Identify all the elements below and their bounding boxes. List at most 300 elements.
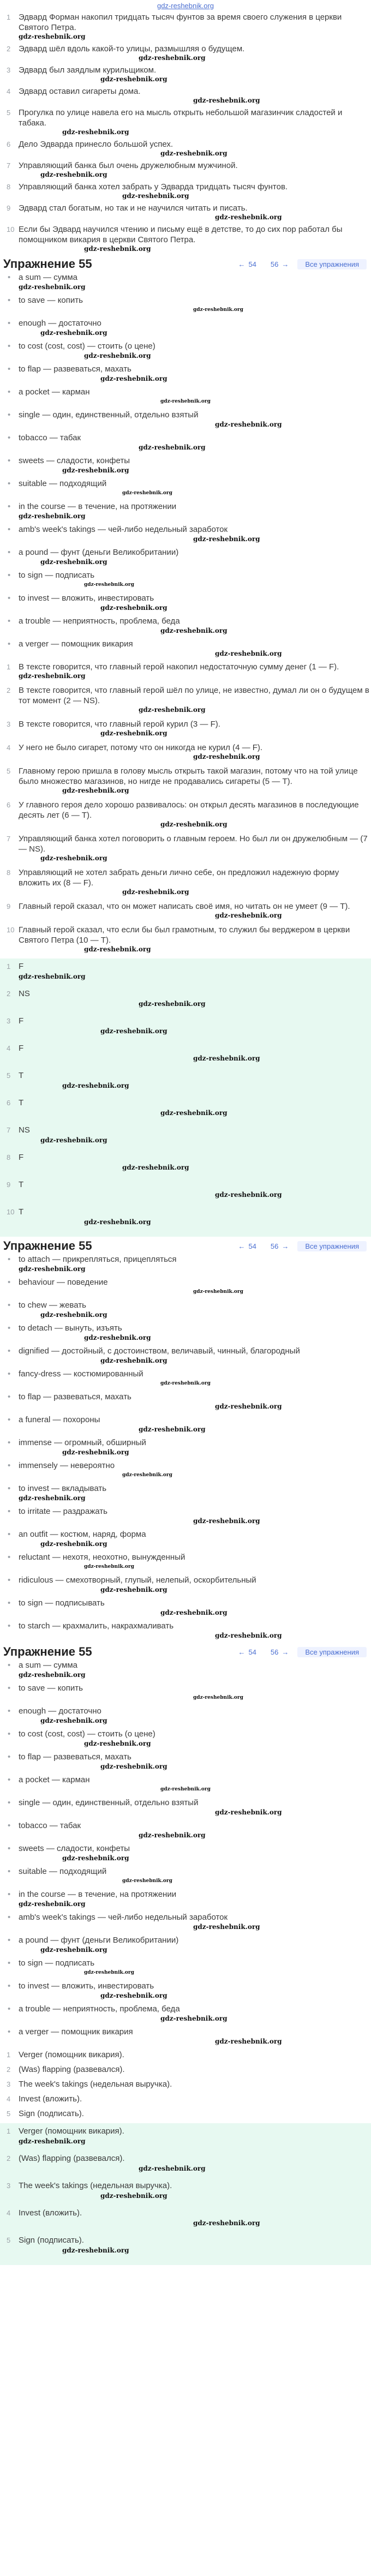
analysis-item — [7, 925, 371, 953]
item-text: Главный герой сказал, что он может написать своё имя, но читать он не умеет (9 — T). — [19, 902, 350, 911]
vocab-item — [19, 1460, 371, 1479]
watermark: gdz-reshebnik.org — [62, 1854, 129, 1862]
watermark: gdz-reshebnik.org — [19, 2137, 86, 2145]
pager — [232, 259, 367, 269]
vocab-text: to starch — крахмалить, накрахмаливать — [19, 1621, 174, 1631]
next-button[interactable]: 56 → — [270, 260, 289, 268]
item-text: F — [19, 1153, 24, 1162]
item-number: 9 — [7, 1181, 11, 1189]
vocab-item — [19, 1254, 371, 1273]
item-text: T — [19, 1180, 24, 1189]
item-number: 7 — [7, 835, 11, 843]
watermark: gdz-reshebnik.org — [215, 213, 282, 221]
watermark: gdz-reshebnik.org — [19, 1671, 86, 1679]
watermark: gdz-reshebnik.org — [215, 912, 282, 919]
vocab-text: a pocket — карман — [19, 387, 90, 397]
item-number: 10 — [7, 225, 15, 233]
vocab-item — [19, 1506, 371, 1525]
watermark: gdz-reshebnik.org — [40, 1540, 107, 1548]
item-text: Invest (вложить). — [19, 2208, 82, 2218]
watermark: gdz-reshebnik.org — [160, 820, 228, 828]
story-item — [7, 224, 371, 253]
vocab-item — [19, 1323, 371, 1341]
item-text: T — [19, 1207, 24, 1217]
fill-answer-item — [7, 2125, 371, 2145]
all-exercises-button[interactable]: Все упражнения — [297, 1241, 367, 1251]
watermark: gdz-reshebnik.org — [139, 706, 206, 714]
watermark: gdz-reshebnik.org — [100, 1992, 167, 1999]
vocab-text: to chew — жевать — [19, 1301, 86, 1310]
exercise-title: Упражнение 55 — [3, 1239, 92, 1253]
watermark: gdz-reshebnik.org — [215, 1403, 282, 1410]
item-number: 3 — [7, 2080, 11, 2088]
next-button[interactable]: 56 → — [270, 1242, 289, 1250]
item-text: Эдвард стал богатым, но так и не научился читать и писать. — [19, 203, 248, 213]
vocab-item — [19, 1369, 371, 1387]
item-number: 4 — [7, 2095, 11, 2103]
watermark: gdz-reshebnik.org — [40, 1717, 107, 1724]
prev-button[interactable]: ← 54 — [238, 1242, 256, 1250]
vocab-text: dignified — достойный, с достоинством, величавый, чинный, благородный — [19, 1346, 300, 1356]
vocab-item — [19, 616, 371, 634]
watermark: gdz-reshebnik.org — [84, 1564, 134, 1569]
item-number: 10 — [7, 926, 15, 934]
watermark: gdz-reshebnik.org — [100, 75, 167, 83]
analysis-item — [7, 742, 371, 760]
watermark: gdz-reshebnik.org — [122, 490, 172, 496]
fill-answer-item — [7, 2234, 371, 2254]
vocab-item — [19, 1729, 371, 1747]
vocab-text: a verger — помощник викария — [19, 639, 133, 649]
pager — [232, 1647, 367, 1657]
vocab-text: enough — достаточно — [19, 319, 101, 328]
answer-item — [7, 1043, 371, 1062]
watermark: gdz-reshebnik.org — [40, 558, 107, 566]
item-text: Управляющий банка хотел забрать у Эдварда тридцать тысяч фунтов. — [19, 182, 288, 191]
watermark: gdz-reshebnik.org — [193, 2219, 260, 2227]
watermark: gdz-reshebnik.org — [139, 444, 206, 451]
watermark: gdz-reshebnik.org — [139, 1425, 206, 1433]
item-number: 5 — [7, 1071, 11, 1080]
analysis-item — [7, 685, 371, 714]
watermark: gdz-reshebnik.org — [193, 1289, 243, 1295]
watermark: gdz-reshebnik.org — [40, 329, 107, 337]
all-exercises-button[interactable]: Все упражнения — [297, 1647, 367, 1657]
vocab-text: single — один, единственный, отдельно взятый — [19, 410, 199, 420]
watermark: gdz-reshebnik.org — [160, 149, 228, 157]
site-link[interactable]: gdz-reshebnik.org — [157, 2, 214, 10]
watermark: gdz-reshebnik.org — [160, 1109, 228, 1117]
item-text: Прогулка по улице навела его на мысль открыть небольшой магазинчик сладостей и табака. — [19, 108, 343, 128]
item-number: 1 — [7, 2127, 11, 2135]
watermark: gdz-reshebnik.org — [215, 1808, 282, 1816]
vocab-list-3 — [0, 1660, 371, 2045]
vocab-item — [19, 364, 371, 382]
vocab-list-1 — [0, 272, 371, 657]
watermark: gdz-reshebnik.org — [215, 2038, 282, 2045]
vocab-item — [19, 639, 371, 657]
vocab-text: to cost (cost, cost) — стоить (о цене) — [19, 1729, 155, 1739]
watermark: gdz-reshebnik.org — [160, 2015, 228, 2022]
watermark: gdz-reshebnik.org — [160, 1381, 211, 1386]
item-number: 2 — [7, 686, 11, 694]
analysis-item — [7, 834, 371, 862]
vocab-item — [19, 1706, 371, 1724]
watermark: gdz-reshebnik.org — [19, 1494, 86, 1502]
item-text: Эдвард был заядлым курильщиком. — [19, 65, 157, 75]
analysis-item — [7, 867, 371, 896]
vocab-text: a verger — помощник викария — [19, 2027, 133, 2036]
vocab-text: to sign — подписать — [19, 1958, 95, 1968]
watermark: gdz-reshebnik.org — [100, 1763, 167, 1770]
watermark: gdz-reshebnik.org — [84, 245, 151, 253]
item-text: NS — [19, 989, 30, 998]
watermark: gdz-reshebnik.org — [215, 421, 282, 428]
watermark: gdz-reshebnik.org — [62, 1082, 129, 1089]
watermark: gdz-reshebnik.org — [160, 1609, 228, 1616]
vocab-text: tobacco — табак — [19, 1821, 81, 1830]
analysis-item — [7, 901, 371, 919]
vocab-text: to detach — вынуть, изъять — [19, 1323, 122, 1333]
vocab-text: to invest — вложить, инвестировать — [19, 1981, 154, 1991]
item-text: T — [19, 1071, 24, 1080]
item-text: Если бы Эдвард научился чтению и письму ещё в детстве, то до сих пор работал бы помощником викария в церкви Святого Петра. — [19, 225, 343, 244]
item-number: 7 — [7, 1126, 11, 1134]
vocab-item — [19, 1598, 371, 1616]
watermark: gdz-reshebnik.org — [160, 399, 211, 404]
vocab-item — [19, 1775, 371, 1793]
watermark: gdz-reshebnik.org — [122, 192, 189, 200]
vocab-text: to flap — развеваться, махать — [19, 1392, 131, 1401]
vocab-item — [19, 387, 371, 405]
vocab-text: a sum — сумма — [19, 273, 77, 282]
vocab-item — [19, 1798, 371, 1816]
vocab-item — [19, 1866, 371, 1885]
vocab-text: immensely — невероятно — [19, 1461, 115, 1470]
story-list — [0, 12, 371, 253]
item-number: 1 — [7, 13, 11, 21]
item-text: Эдвард Форман накопил тридцать тысяч фунтов за время своего служения в церкви Святого Петра. — [19, 13, 342, 32]
all-exercises-button[interactable]: Все упражнения — [297, 259, 367, 269]
watermark: gdz-reshebnik.org — [84, 1970, 134, 1975]
answers-block — [0, 958, 371, 1237]
watermark: gdz-reshebnik.org — [19, 1265, 86, 1273]
item-number: 6 — [7, 801, 11, 809]
watermark: gdz-reshebnik.org — [122, 1164, 189, 1171]
vocab-text: to save — копить — [19, 296, 83, 305]
answer-item — [7, 1070, 371, 1089]
item-text: Invest (вложить). — [19, 2094, 82, 2104]
item-number: 2 — [7, 2065, 11, 2074]
story-item — [7, 44, 371, 62]
story-item — [7, 86, 371, 104]
item-number: 8 — [7, 183, 11, 191]
vocab-item — [19, 1552, 371, 1571]
watermark: gdz-reshebnik.org — [40, 1136, 107, 1144]
analysis-list — [0, 662, 371, 953]
vocab-text: fancy-dress — костюмированный — [19, 1369, 143, 1379]
vocab-text: to invest — вкладывать — [19, 1484, 107, 1493]
watermark: gdz-reshebnik.org — [122, 888, 189, 896]
watermark: gdz-reshebnik.org — [160, 627, 228, 634]
watermark: gdz-reshebnik.org — [62, 128, 129, 136]
fill-item — [7, 2094, 371, 2104]
item-number: 6 — [7, 1099, 11, 1107]
story-item — [7, 203, 371, 221]
story-item — [7, 182, 371, 200]
item-text: Дело Эдварда принесло большой успех. — [19, 140, 173, 149]
analysis-item — [7, 719, 371, 737]
analysis-item — [7, 766, 371, 794]
watermark: gdz-reshebnik.org — [62, 2246, 129, 2254]
vocab-text: amb's week's takings — чей-либо недельный заработок — [19, 1913, 228, 1922]
watermark: gdz-reshebnik.org — [62, 466, 129, 474]
item-text: T — [19, 1098, 24, 1107]
vocab-text: amb's week's takings — чей-либо недельный заработок — [19, 525, 228, 534]
item-number: 9 — [7, 204, 11, 212]
item-number: 5 — [7, 2110, 11, 2118]
item-text: The week's takings (недельная выручка). — [19, 2080, 172, 2089]
item-text: Sign (подписать). — [19, 2236, 84, 2245]
item-text: Главный герой сказал, что если бы был грамотным, то служил бы верджером в церкви Святого Петра (10 — T). — [19, 925, 350, 945]
item-number: 2 — [7, 990, 11, 998]
watermark: gdz-reshebnik.org — [19, 33, 86, 40]
fill-item — [7, 2108, 371, 2119]
watermark: gdz-reshebnik.org — [100, 1357, 167, 1364]
watermark: gdz-reshebnik.org — [84, 582, 134, 588]
pager — [232, 1241, 367, 1251]
item-text: F — [19, 962, 24, 971]
vocab-text: ridiculous — смехотворный, глупый, нелепый, оскорбительный — [19, 1575, 256, 1585]
vocab-text: to irritate — раздражать — [19, 1507, 107, 1516]
watermark: gdz-reshebnik.org — [193, 97, 260, 104]
watermark: gdz-reshebnik.org — [215, 1191, 282, 1199]
watermark: gdz-reshebnik.org — [139, 2165, 206, 2172]
vocab-list-2 — [0, 1254, 371, 1639]
fill-list — [0, 2050, 371, 2119]
watermark: gdz-reshebnik.org — [84, 352, 151, 360]
answer-item — [7, 1097, 371, 1117]
item-number: 5 — [7, 109, 11, 117]
item-number: 6 — [7, 140, 11, 148]
story-item — [7, 160, 371, 178]
answer-item — [7, 988, 371, 1008]
vocab-text: a pound — фунт (деньги Великобритании) — [19, 548, 179, 557]
item-number: 10 — [7, 1208, 15, 1216]
vocab-text: to cost (cost, cost) — стоить (о цене) — [19, 342, 155, 351]
prev-button[interactable]: ← 54 — [238, 1648, 256, 1656]
vocab-item — [19, 1529, 371, 1548]
analysis-item — [7, 800, 371, 828]
item-text: Sign (подписать). — [19, 2109, 84, 2118]
watermark: gdz-reshebnik.org — [139, 1000, 206, 1008]
vocab-item — [19, 433, 371, 451]
watermark: gdz-reshebnik.org — [19, 672, 86, 680]
watermark: gdz-reshebnik.org — [122, 1878, 172, 1884]
vocab-text: to save — копить — [19, 1684, 83, 1693]
vocab-text: a sum — сумма — [19, 1661, 77, 1670]
item-text: Эдвард шёл вдоль какой-то улицы, размышляя о будущем. — [19, 44, 245, 53]
item-text: В тексте говорится, что главный герой накопил недостаточную сумму денег (1 — F). — [19, 662, 339, 672]
item-number: 8 — [7, 1153, 11, 1161]
item-number: 3 — [7, 66, 11, 74]
watermark: gdz-reshebnik.org — [40, 171, 107, 178]
watermark: gdz-reshebnik.org — [139, 54, 206, 62]
watermark: gdz-reshebnik.org — [19, 1900, 86, 1908]
vocab-item — [19, 1912, 371, 1931]
vocab-item — [19, 1621, 371, 1639]
vocab-item — [19, 272, 371, 291]
vocab-item — [19, 341, 371, 360]
watermark: gdz-reshebnik.org — [215, 1632, 282, 1639]
vocab-item — [19, 1483, 371, 1502]
vocab-item — [19, 1935, 371, 1954]
vocab-item — [19, 1346, 371, 1364]
item-number: 3 — [7, 1017, 11, 1025]
item-text: В тексте говорится, что главный герой шёл по улице, не известно, думал ли он о будущем в тот момент (2 — NS). — [19, 686, 369, 705]
vocab-item — [19, 2027, 371, 2045]
watermark: gdz-reshebnik.org — [84, 1334, 151, 1341]
fill-item — [7, 2064, 371, 2075]
item-number: 3 — [7, 2182, 11, 2190]
vocab-item — [19, 1415, 371, 1433]
vocab-text: reluctant — нехотя, неохотно, вынужденный — [19, 1553, 185, 1562]
watermark: gdz-reshebnik.org — [193, 1517, 260, 1525]
watermark: gdz-reshebnik.org — [100, 375, 167, 382]
item-text: У главного героя дело хорошо развивалось: он открыл десять магазинов в последующие десять лет (6 — T). — [19, 800, 359, 820]
vocab-text: in the course — в течение, на протяжении — [19, 1890, 177, 1899]
story-item — [7, 65, 371, 83]
vocab-text: a pocket — карман — [19, 1775, 90, 1784]
vocab-text: single — один, единственный, отдельно взятый — [19, 1798, 199, 1807]
vocab-text: suitable — подходящий — [19, 479, 107, 488]
item-number: 2 — [7, 45, 11, 53]
exercise-header-2 — [0, 1238, 371, 1254]
item-text: Verger (помощник викария). — [19, 2050, 124, 2059]
watermark: gdz-reshebnik.org — [100, 1027, 167, 1035]
story-item — [7, 107, 371, 136]
vocab-text: tobacco — табак — [19, 433, 81, 442]
vocab-item — [19, 1300, 371, 1319]
vocab-item — [19, 2004, 371, 2022]
item-text: F — [19, 1044, 24, 1053]
answer-item — [7, 1015, 371, 1035]
answer-item — [7, 1124, 371, 1144]
vocab-item — [19, 1981, 371, 1999]
watermark: gdz-reshebnik.org — [215, 650, 282, 657]
vocab-item — [19, 410, 371, 428]
item-number: 9 — [7, 902, 11, 910]
item-text: Главному герою пришла в голову мысль открыть такой магазин, потому что на той улице было множество магазинов, но нигде не продавались сигареты (5 — T). — [19, 766, 358, 786]
item-text: (Was) flapping (развевался). — [19, 2065, 125, 2074]
item-text: Управляющий банка был очень дружелюбным мужчиной. — [19, 161, 238, 170]
watermark: gdz-reshebnik.org — [40, 1311, 107, 1319]
item-text: NS — [19, 1125, 30, 1135]
vocab-item — [19, 1392, 371, 1410]
watermark: gdz-reshebnik.org — [19, 973, 86, 980]
watermark: gdz-reshebnik.org — [40, 854, 107, 862]
exercise-title: Упражнение 55 — [3, 1645, 92, 1658]
watermark: gdz-reshebnik.org — [193, 753, 260, 760]
answer-item — [7, 1179, 371, 1199]
fill-answer-item — [7, 2207, 371, 2227]
story-item — [7, 139, 371, 157]
next-button[interactable]: 56 → — [270, 1648, 289, 1656]
answer-item — [7, 961, 371, 980]
watermark: gdz-reshebnik.org — [160, 1787, 211, 1792]
watermark: gdz-reshebnik.org — [139, 1831, 206, 1839]
vocab-text: to sign — подписывать — [19, 1598, 105, 1608]
vocab-text: to flap — развеваться, махать — [19, 364, 131, 374]
vocab-text: immense — огромный, обширный — [19, 1438, 146, 1447]
watermark: gdz-reshebnik.org — [100, 604, 167, 612]
vocab-text: sweets — сладости, конфеты — [19, 456, 130, 465]
vocab-text: to sign — подписать — [19, 571, 95, 580]
watermark: gdz-reshebnik.org — [122, 1472, 172, 1478]
watermark: gdz-reshebnik.org — [62, 1448, 129, 1456]
vocab-item — [19, 593, 371, 612]
vocab-item — [19, 1575, 371, 1593]
watermark: gdz-reshebnik.org — [84, 945, 151, 953]
vocab-text: sweets — сладости, конфеты — [19, 1844, 130, 1853]
item-number: 1 — [7, 663, 11, 671]
item-text: У него не было сигарет, потому что он никогда не курил (4 — F). — [19, 743, 263, 752]
vocab-item — [19, 1437, 371, 1456]
fill-answers-block — [0, 2123, 371, 2265]
vocab-item — [19, 1958, 371, 1976]
watermark: gdz-reshebnik.org — [193, 1695, 243, 1700]
item-number: 1 — [7, 2051, 11, 2059]
exercise-header-3 — [0, 1644, 371, 1660]
vocab-text: behaviour — поведение — [19, 1278, 108, 1287]
watermark: gdz-reshebnik.org — [193, 535, 260, 543]
vocab-item — [19, 1843, 371, 1862]
prev-button[interactable]: ← 54 — [238, 260, 256, 268]
analysis-item — [7, 662, 371, 680]
item-number: 3 — [7, 720, 11, 728]
vocab-item — [19, 1752, 371, 1770]
watermark: gdz-reshebnik.org — [19, 283, 86, 291]
vocab-item — [19, 547, 371, 566]
vocab-item — [19, 1820, 371, 1839]
vocab-item — [19, 501, 371, 520]
vocab-text: to flap — развеваться, махать — [19, 1752, 131, 1762]
exercise-header-1 — [0, 256, 371, 272]
vocab-item — [19, 456, 371, 474]
vocab-text: in the course — в течение, на протяжении — [19, 502, 177, 511]
answer-item — [7, 1206, 371, 1226]
item-number: 1 — [7, 962, 11, 971]
fill-item — [7, 2079, 371, 2089]
vocab-item — [19, 478, 371, 497]
vocab-text: to invest — вложить, инвестировать — [19, 594, 154, 603]
watermark: gdz-reshebnik.org — [193, 1055, 260, 1062]
vocab-item — [19, 1683, 371, 1702]
item-number: 2 — [7, 2154, 11, 2162]
item-text: В тексте говорится, что главный герой курил (3 — F). — [19, 720, 220, 729]
fill-answer-item — [7, 2180, 371, 2200]
watermark: gdz-reshebnik.org — [40, 1946, 107, 1954]
item-text: (Was) flapping (развевался). — [19, 2154, 125, 2163]
vocab-text: a trouble — неприятность, проблема, беда — [19, 2004, 180, 2014]
item-number: 8 — [7, 868, 11, 877]
item-text: Эдвард оставил сигареты дома. — [19, 87, 141, 96]
vocab-text: a trouble — неприятность, проблема, беда — [19, 616, 180, 626]
item-number: 4 — [7, 744, 11, 752]
watermark: gdz-reshebnik.org — [100, 2192, 167, 2200]
vocab-text: to attach — прикрепляться, прицепляться — [19, 1255, 177, 1264]
watermark: gdz-reshebnik.org — [193, 307, 243, 313]
